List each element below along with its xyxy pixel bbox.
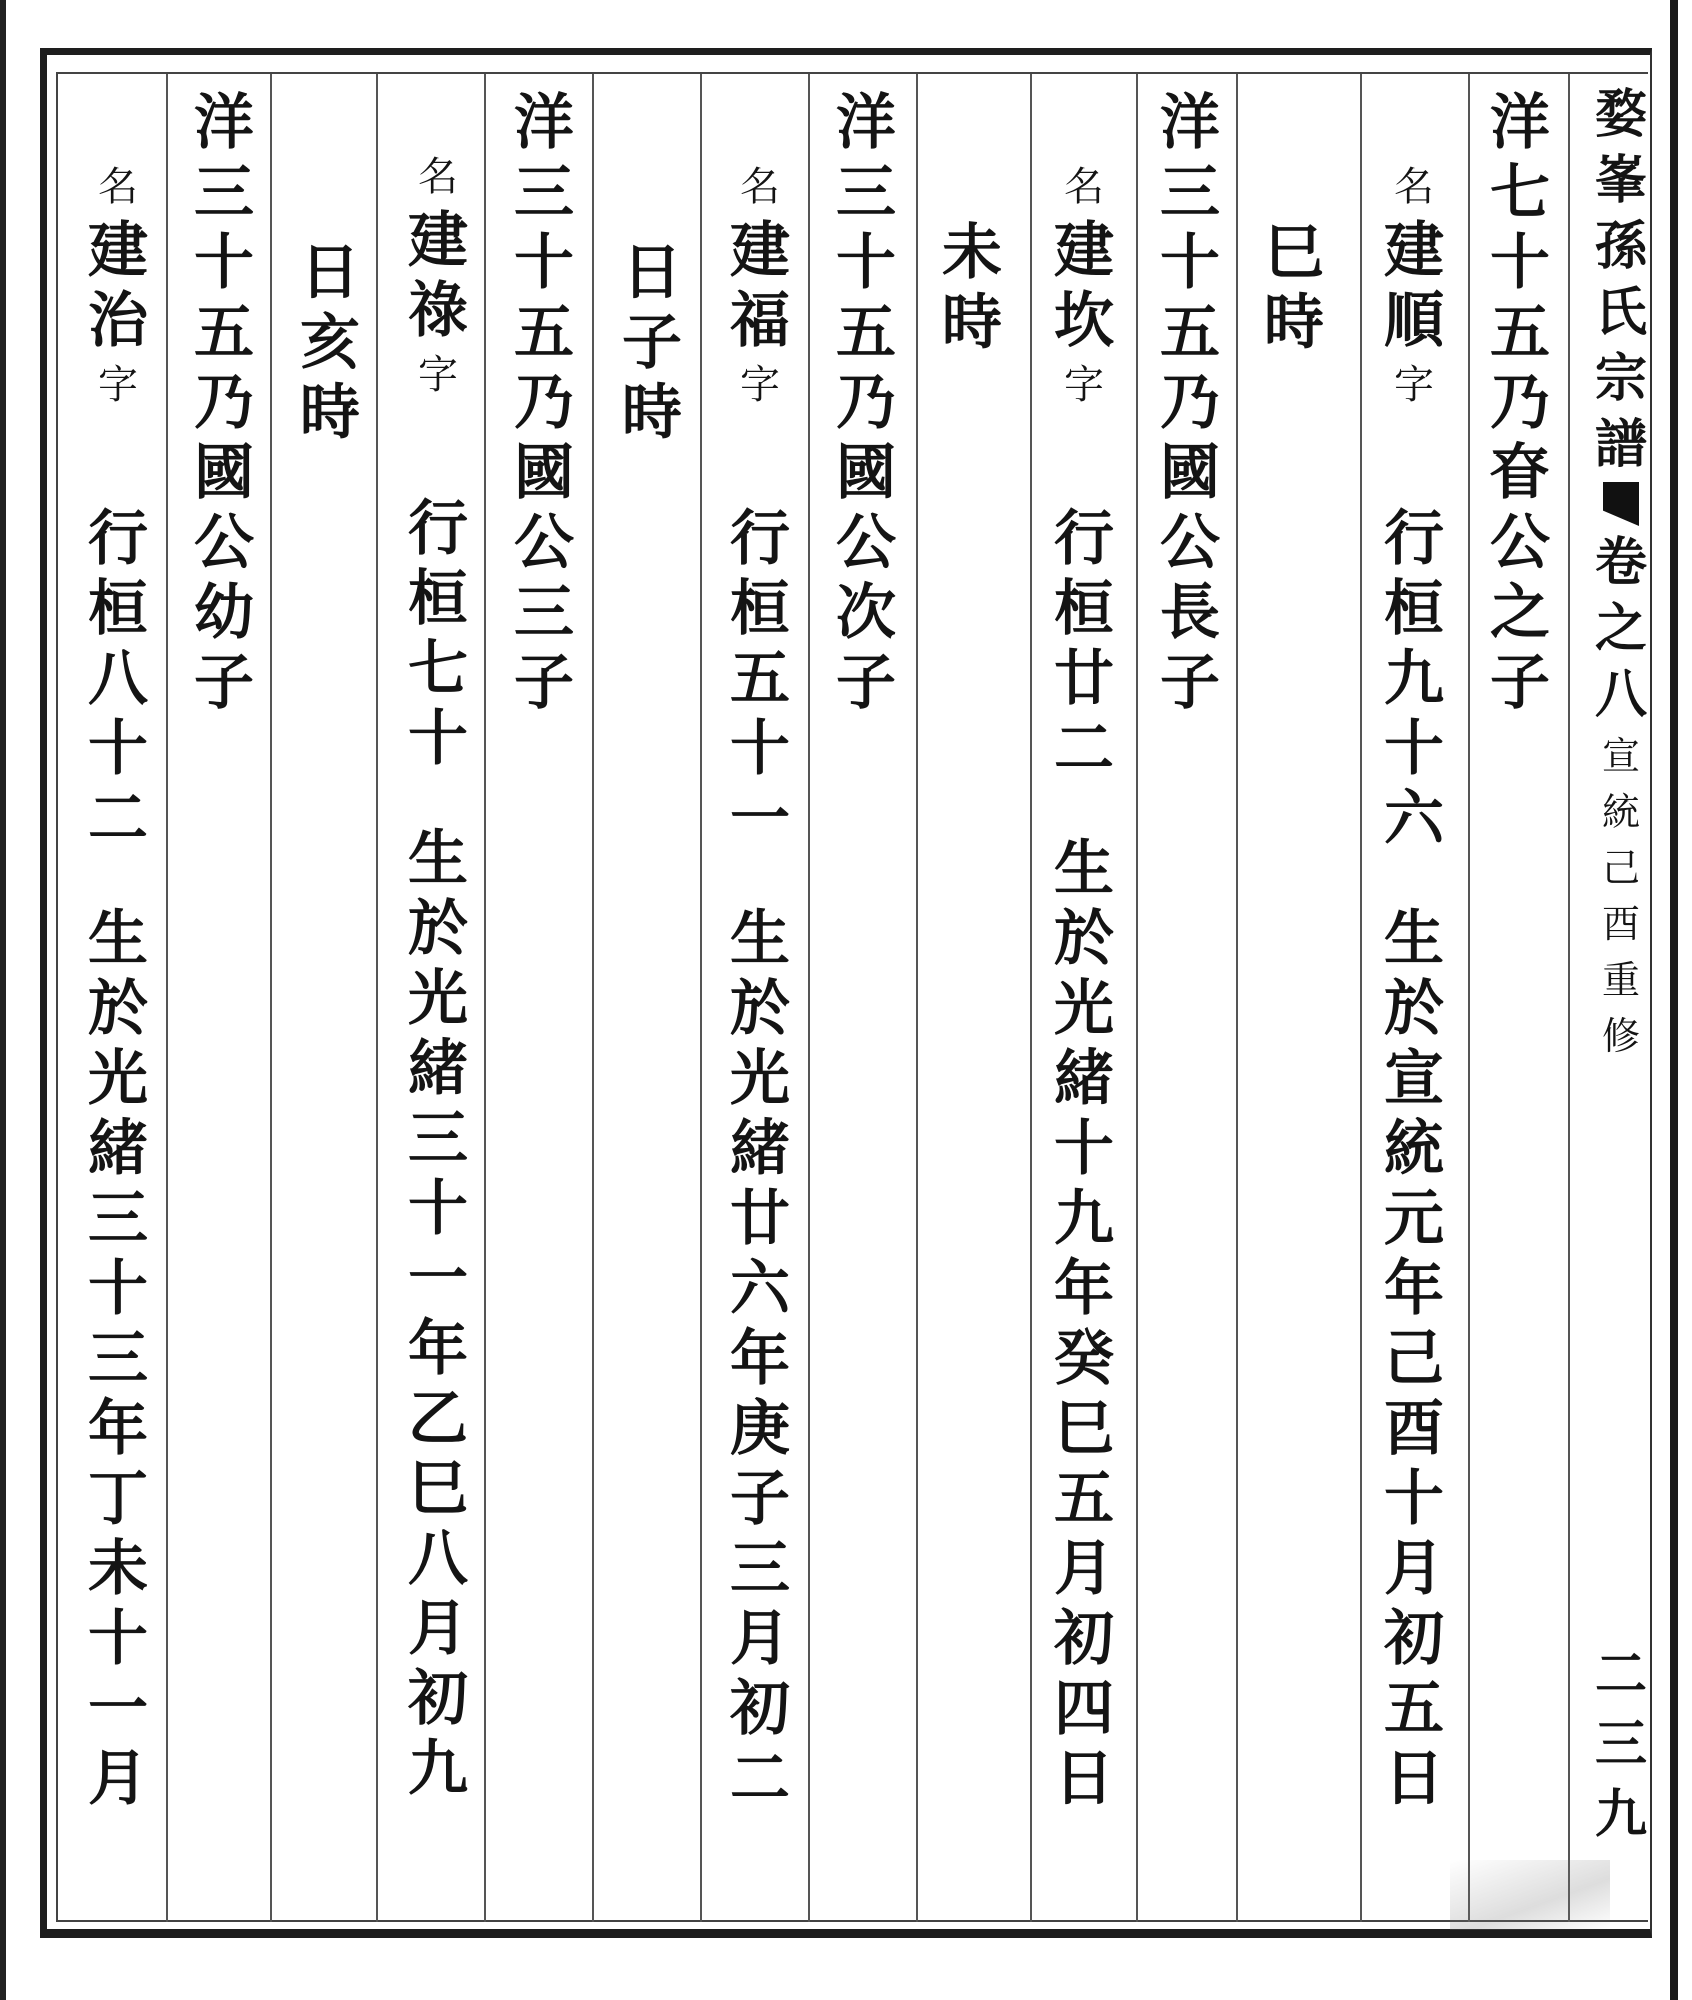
glyph: 光 bbox=[1054, 974, 1114, 1044]
glyph: 五 bbox=[514, 298, 574, 368]
glyph: 洋 bbox=[1490, 88, 1550, 158]
glyph: 巳 bbox=[408, 1454, 468, 1524]
lineage-text bbox=[184, 88, 264, 718]
name-label bbox=[1374, 158, 1454, 216]
glyph: 於 bbox=[1054, 904, 1114, 974]
glyph: 二 bbox=[1054, 714, 1114, 784]
volume-label bbox=[1586, 530, 1656, 728]
glyph: 於 bbox=[88, 974, 148, 1044]
glyph: 三 bbox=[1160, 158, 1220, 228]
glyph: 建 bbox=[408, 206, 468, 276]
rank-text bbox=[398, 494, 478, 774]
person-name bbox=[1044, 216, 1124, 356]
glyph: 年 bbox=[88, 1394, 148, 1464]
glyph: 坎 bbox=[1054, 286, 1114, 356]
glyph: 長 bbox=[1160, 578, 1220, 648]
glyph: 時 bbox=[942, 288, 1002, 358]
entry-line-1 bbox=[184, 88, 264, 718]
glyph: 行 bbox=[730, 504, 790, 574]
edition-label bbox=[1586, 728, 1656, 1064]
birth-text bbox=[720, 904, 800, 1814]
glyph: 次 bbox=[836, 578, 896, 648]
glyph: 初 bbox=[408, 1664, 468, 1734]
glyph: 名 bbox=[1064, 164, 1104, 210]
glyph: 字 bbox=[1064, 362, 1104, 408]
glyph: 之 bbox=[1594, 598, 1647, 659]
glyph: 廿 bbox=[1054, 644, 1114, 714]
zi-label bbox=[720, 356, 800, 414]
glyph: 重 bbox=[1601, 958, 1640, 1002]
glyph: 名 bbox=[98, 164, 138, 210]
glyph: 十 bbox=[1384, 714, 1444, 784]
column-rule bbox=[1468, 74, 1470, 1922]
glyph: 字 bbox=[740, 362, 780, 408]
name-label bbox=[720, 158, 800, 216]
glyph: 癸 bbox=[1054, 1324, 1114, 1394]
glyph: 六 bbox=[730, 1254, 790, 1324]
glyph: 子 bbox=[1490, 648, 1550, 718]
glyph: 日 bbox=[622, 238, 682, 308]
glyph: 生 bbox=[730, 904, 790, 974]
page-edge-left bbox=[0, 0, 6, 2000]
rank-text bbox=[720, 504, 800, 854]
glyph: 桓 bbox=[730, 574, 790, 644]
page-stain bbox=[1450, 1860, 1610, 1930]
glyph: 生 bbox=[88, 904, 148, 974]
glyph: 公 bbox=[194, 508, 254, 578]
glyph: 洋 bbox=[194, 88, 254, 158]
glyph: 生 bbox=[1384, 904, 1444, 974]
glyph: 十 bbox=[514, 228, 574, 298]
glyph: 建 bbox=[1384, 216, 1444, 286]
glyph: 月 bbox=[408, 1594, 468, 1664]
glyph: 年 bbox=[730, 1324, 790, 1394]
glyph: 緒 bbox=[730, 1114, 790, 1184]
glyph: 建 bbox=[730, 216, 790, 286]
glyph: 十 bbox=[730, 714, 790, 784]
glyph: 光 bbox=[88, 1044, 148, 1114]
glyph: 譜 bbox=[1594, 414, 1647, 475]
entry-line-2 bbox=[398, 88, 478, 1804]
glyph: 國 bbox=[194, 438, 254, 508]
glyph: 國 bbox=[836, 438, 896, 508]
glyph: 三 bbox=[730, 1534, 790, 1604]
zi-label bbox=[398, 346, 478, 404]
glyph: 峯 bbox=[1594, 150, 1647, 211]
zi-label bbox=[1374, 356, 1454, 414]
glyph: 乙 bbox=[408, 1384, 468, 1454]
glyph: 初 bbox=[1054, 1604, 1114, 1674]
birth-hour bbox=[932, 218, 1012, 358]
glyph: 幼 bbox=[194, 578, 254, 648]
glyph: 乃 bbox=[1160, 368, 1220, 438]
glyph: 元 bbox=[1384, 1184, 1444, 1254]
glyph: 子 bbox=[730, 1464, 790, 1534]
glyph: 緒 bbox=[408, 1034, 468, 1104]
entry-line-3 bbox=[932, 88, 1012, 358]
glyph: 三 bbox=[1594, 1714, 1647, 1775]
glyph: 己 bbox=[1384, 1324, 1444, 1394]
birth-hour bbox=[612, 238, 692, 448]
glyph: 初 bbox=[1384, 1604, 1444, 1674]
column-rule bbox=[916, 74, 918, 1922]
entry-line-3 bbox=[290, 88, 370, 448]
glyph: 日 bbox=[1384, 1744, 1444, 1814]
rank-text bbox=[78, 504, 158, 854]
glyph: 十 bbox=[88, 1604, 148, 1674]
column-rule bbox=[270, 74, 272, 1922]
glyph: 十 bbox=[836, 228, 896, 298]
page-number-text bbox=[1586, 1640, 1656, 1850]
glyph: 字 bbox=[98, 362, 138, 408]
glyph: 氏 bbox=[1594, 282, 1647, 343]
glyph: 桓 bbox=[1054, 574, 1114, 644]
glyph: 名 bbox=[740, 164, 780, 210]
entry-line-2 bbox=[1044, 88, 1124, 1814]
glyph: 己 bbox=[1601, 846, 1640, 890]
glyph: 子 bbox=[1160, 648, 1220, 718]
entry-line-1 bbox=[1150, 88, 1230, 718]
name-label bbox=[398, 148, 478, 206]
glyph: 庚 bbox=[730, 1394, 790, 1464]
glyph: 子 bbox=[836, 648, 896, 718]
glyph: 統 bbox=[1601, 790, 1640, 834]
birth-text bbox=[78, 904, 158, 1814]
glyph: 一 bbox=[730, 784, 790, 854]
name-label bbox=[78, 158, 158, 216]
glyph: 時 bbox=[622, 378, 682, 448]
glyph: 十 bbox=[1384, 1464, 1444, 1534]
glyph: 五 bbox=[1490, 298, 1550, 368]
page-edge-right bbox=[1670, 0, 1678, 2000]
glyph: 眘 bbox=[1490, 438, 1550, 508]
glyph: 十 bbox=[408, 1174, 468, 1244]
glyph: 年 bbox=[1054, 1254, 1114, 1324]
glyph: 酉 bbox=[1601, 902, 1640, 946]
glyph: 月 bbox=[730, 1604, 790, 1674]
glyph: 建 bbox=[1054, 216, 1114, 286]
glyph: 建 bbox=[88, 216, 148, 286]
glyph: 生 bbox=[1054, 834, 1114, 904]
glyph: 九 bbox=[1054, 1184, 1114, 1254]
fishtail-marker-icon bbox=[1603, 482, 1639, 526]
birth-text bbox=[1044, 834, 1124, 1814]
person-name bbox=[78, 216, 158, 356]
entry-line-1 bbox=[826, 88, 906, 718]
glyph: 字 bbox=[418, 352, 458, 398]
glyph: 十 bbox=[194, 228, 254, 298]
column-rule bbox=[166, 74, 168, 1922]
glyph: 乃 bbox=[836, 368, 896, 438]
glyph: 五 bbox=[1384, 1674, 1444, 1744]
glyph: 初 bbox=[730, 1674, 790, 1744]
glyph: 三 bbox=[88, 1324, 148, 1394]
lineage-text bbox=[504, 88, 584, 718]
glyph: 八 bbox=[88, 644, 148, 714]
entry-line-1 bbox=[504, 88, 584, 718]
glyph: 五 bbox=[1160, 298, 1220, 368]
glyph: 一 bbox=[88, 1674, 148, 1744]
glyph: 行 bbox=[408, 494, 468, 564]
column-rule bbox=[700, 74, 702, 1922]
glyph: 緒 bbox=[88, 1114, 148, 1184]
glyph: 字 bbox=[1394, 362, 1434, 408]
column-rule bbox=[1136, 74, 1138, 1922]
glyph: 三 bbox=[88, 1184, 148, 1254]
glyph: 二 bbox=[730, 1744, 790, 1814]
glyph: 十 bbox=[1490, 228, 1550, 298]
glyph: 月 bbox=[1384, 1534, 1444, 1604]
glyph: 祿 bbox=[408, 276, 468, 346]
glyph: 福 bbox=[730, 286, 790, 356]
glyph: 八 bbox=[408, 1524, 468, 1594]
glyph: 未 bbox=[942, 218, 1002, 288]
glyph: 公 bbox=[514, 508, 574, 578]
glyph: 五 bbox=[836, 298, 896, 368]
name-label bbox=[1044, 158, 1124, 216]
glyph: 子 bbox=[514, 648, 574, 718]
glyph: 十 bbox=[1054, 1114, 1114, 1184]
column-rule bbox=[1360, 74, 1362, 1922]
glyph: 卷 bbox=[1594, 532, 1647, 593]
glyph: 行 bbox=[88, 504, 148, 574]
glyph: 於 bbox=[730, 974, 790, 1044]
glyph: 公 bbox=[1490, 508, 1550, 578]
glyph: 公 bbox=[1160, 508, 1220, 578]
glyph: 統 bbox=[1384, 1114, 1444, 1184]
glyph: 六 bbox=[1384, 784, 1444, 854]
glyph: 洋 bbox=[1160, 88, 1220, 158]
glyph: 五 bbox=[730, 644, 790, 714]
glyph: 七 bbox=[1490, 158, 1550, 228]
glyph: 四 bbox=[1054, 1674, 1114, 1744]
glyph: 一 bbox=[408, 1244, 468, 1314]
birth-text bbox=[398, 824, 478, 1804]
glyph: 月 bbox=[88, 1744, 148, 1814]
entry-line-2 bbox=[720, 88, 800, 1814]
glyph: 三 bbox=[836, 158, 896, 228]
glyph: 二 bbox=[1594, 1644, 1647, 1705]
birth-hour bbox=[1254, 218, 1334, 358]
glyph: 三 bbox=[514, 158, 574, 228]
glyph: 修 bbox=[1601, 1014, 1640, 1058]
glyph: 九 bbox=[1594, 1784, 1647, 1845]
glyph: 國 bbox=[1160, 438, 1220, 508]
entry-line-3 bbox=[612, 88, 692, 448]
person-name bbox=[1374, 216, 1454, 356]
glyph: 名 bbox=[418, 154, 458, 200]
glyph: 宣 bbox=[1384, 1044, 1444, 1114]
glyph: 宗 bbox=[1594, 348, 1647, 409]
entry-line-2 bbox=[78, 88, 158, 1814]
glyph: 三 bbox=[408, 1104, 468, 1174]
glyph: 緒 bbox=[1054, 1044, 1114, 1114]
glyph: 時 bbox=[1264, 288, 1324, 358]
column-rule bbox=[1030, 74, 1032, 1922]
glyph: 時 bbox=[300, 378, 360, 448]
glyph: 行 bbox=[1384, 504, 1444, 574]
column-rule bbox=[1568, 74, 1570, 1922]
lineage-text bbox=[1480, 88, 1560, 718]
glyph: 公 bbox=[836, 508, 896, 578]
glyph: 行 bbox=[1054, 504, 1114, 574]
column-rule bbox=[1236, 74, 1238, 1922]
lineage-text bbox=[1150, 88, 1230, 718]
glyph: 日 bbox=[1054, 1744, 1114, 1814]
glyph: 九 bbox=[1384, 644, 1444, 714]
glyph: 亥 bbox=[300, 308, 360, 378]
person-name bbox=[398, 206, 478, 346]
glyph: 九 bbox=[408, 1734, 468, 1804]
zi-label bbox=[78, 356, 158, 414]
glyph: 乃 bbox=[194, 368, 254, 438]
glyph: 乃 bbox=[1490, 368, 1550, 438]
column-rule bbox=[808, 74, 810, 1922]
glyph: 桓 bbox=[88, 574, 148, 644]
glyph: 未 bbox=[88, 1534, 148, 1604]
glyph: 巳 bbox=[1264, 218, 1324, 288]
glyph: 三 bbox=[194, 158, 254, 228]
glyph: 子 bbox=[194, 648, 254, 718]
glyph: 之 bbox=[1490, 578, 1550, 648]
glyph: 巳 bbox=[1054, 1394, 1114, 1464]
glyph: 十 bbox=[88, 714, 148, 784]
glyph: 於 bbox=[408, 894, 468, 964]
glyph: 名 bbox=[1394, 164, 1434, 210]
genealogy-title bbox=[1586, 82, 1656, 478]
glyph: 治 bbox=[88, 286, 148, 356]
glyph: 桓 bbox=[408, 564, 468, 634]
glyph: 洋 bbox=[514, 88, 574, 158]
glyph: 十 bbox=[408, 704, 468, 774]
glyph: 光 bbox=[408, 964, 468, 1034]
entry-line-2 bbox=[1374, 88, 1454, 1814]
glyph: 宣 bbox=[1601, 734, 1640, 778]
column-rule bbox=[592, 74, 594, 1922]
glyph: 洋 bbox=[836, 88, 896, 158]
glyph: 年 bbox=[1384, 1254, 1444, 1324]
glyph: 七 bbox=[408, 634, 468, 704]
glyph: 廿 bbox=[730, 1184, 790, 1254]
column-rule bbox=[376, 74, 378, 1922]
glyph: 月 bbox=[1054, 1534, 1114, 1604]
glyph: 二 bbox=[88, 784, 148, 854]
glyph: 五 bbox=[1054, 1464, 1114, 1534]
glyph: 婺 bbox=[1594, 84, 1647, 145]
glyph: 十 bbox=[1160, 228, 1220, 298]
glyph: 年 bbox=[408, 1314, 468, 1384]
glyph: 桓 bbox=[1384, 574, 1444, 644]
lineage-text bbox=[826, 88, 906, 718]
birth-hour bbox=[290, 238, 370, 448]
entry-line-3 bbox=[1254, 88, 1334, 358]
glyph: 國 bbox=[514, 438, 574, 508]
glyph: 孫 bbox=[1594, 216, 1647, 277]
birth-text bbox=[1374, 904, 1454, 1814]
glyph: 乃 bbox=[514, 368, 574, 438]
glyph: 子 bbox=[622, 308, 682, 378]
glyph: 八 bbox=[1594, 664, 1647, 725]
glyph: 十 bbox=[88, 1254, 148, 1324]
glyph: 日 bbox=[300, 238, 360, 308]
glyph: 五 bbox=[194, 298, 254, 368]
glyph: 丁 bbox=[88, 1464, 148, 1534]
margin-header bbox=[1586, 82, 1656, 1064]
rank-text bbox=[1044, 504, 1124, 784]
column-rule bbox=[484, 74, 486, 1922]
zi-label bbox=[1044, 356, 1124, 414]
glyph: 順 bbox=[1384, 286, 1444, 356]
glyph: 於 bbox=[1384, 974, 1444, 1044]
glyph: 三 bbox=[514, 578, 574, 648]
glyph: 酉 bbox=[1384, 1394, 1444, 1464]
rank-text bbox=[1374, 504, 1454, 854]
glyph: 光 bbox=[730, 1044, 790, 1114]
glyph: 生 bbox=[408, 824, 468, 894]
page-number bbox=[1586, 1640, 1656, 1850]
entry-line-1 bbox=[1480, 88, 1560, 718]
person-name bbox=[720, 216, 800, 356]
